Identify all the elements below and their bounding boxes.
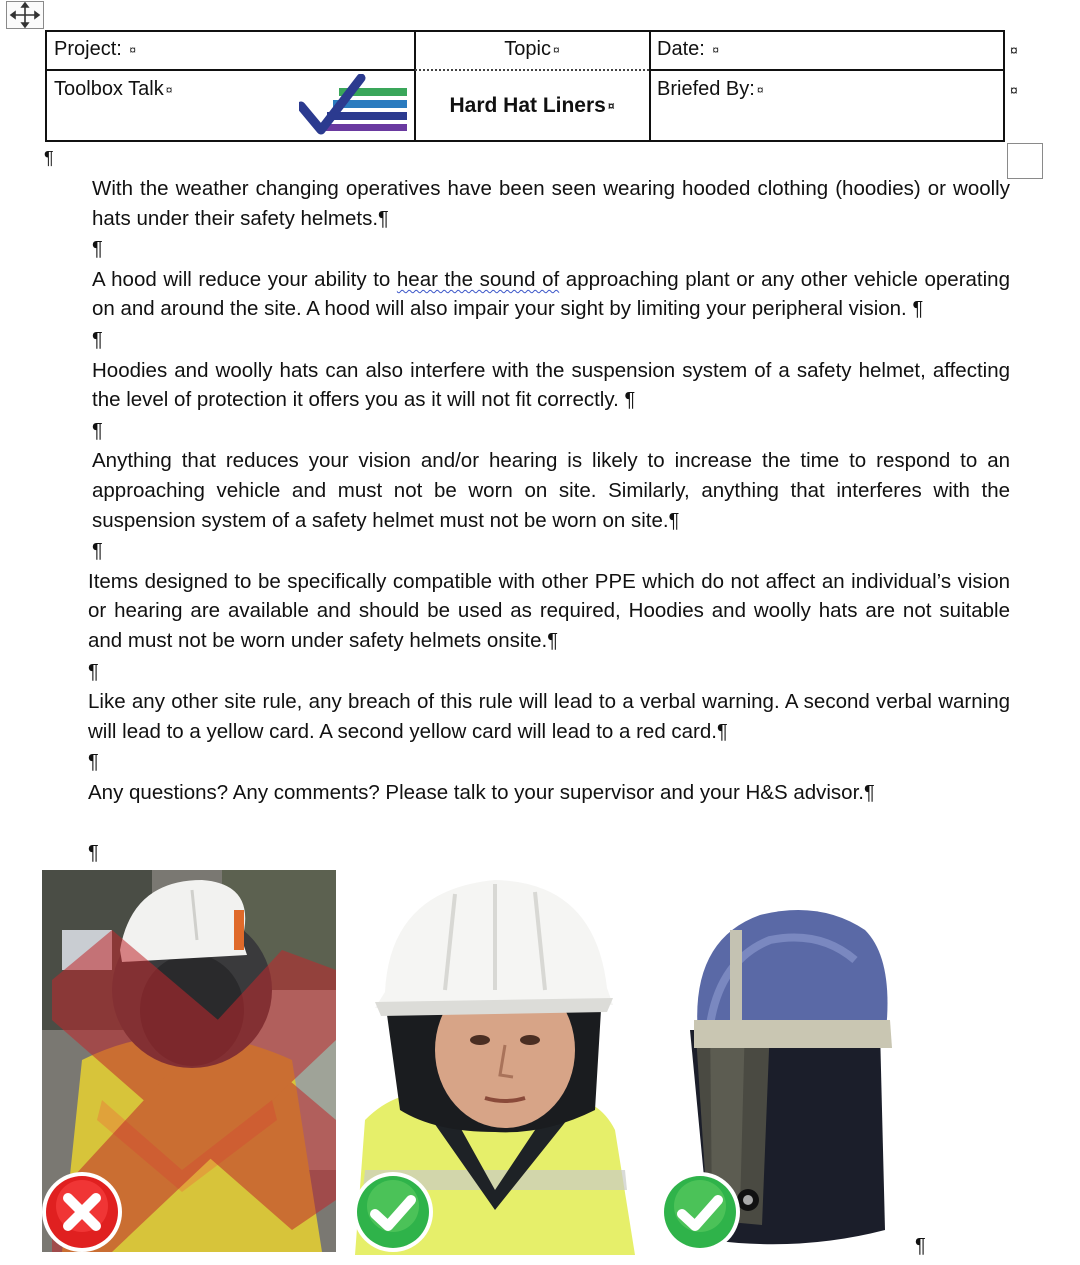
paragraph (92, 174, 1010, 234)
incorrect-badge (46, 1176, 118, 1248)
topic-cell[interactable] (415, 37, 649, 62)
briefed-by-cell[interactable] (657, 77, 764, 102)
cell-end-mark: ¤ (712, 42, 720, 57)
empty-paragraph (88, 747, 1010, 778)
paragraph (88, 687, 1010, 747)
paragraph-text: Hoodies and woolly hats can also interfere with the suspension system of a safety helmet, affecting the level of protection it offers you as it will not fit correctly. (92, 358, 1010, 412)
paragraph-mark: ¶ (92, 540, 103, 563)
empty-paragraph (92, 325, 1010, 356)
paragraph-mark: ¶ (378, 207, 389, 230)
paragraph-mark: ¶ (44, 148, 54, 168)
cell-end-mark: ¤ (756, 82, 764, 97)
cell-end-mark: ¤ (129, 42, 137, 57)
paragraph (92, 446, 1010, 536)
empty-paragraph (88, 657, 1010, 688)
cross-icon (46, 1176, 118, 1248)
paragraph-text: Anything that reduces your vision and/or hearing is likely to increase the time to respond to an approaching vehicle and must not be worn on site. Similarly, anything that interferes with the suspension system of a safety helmet must not be worn on site. (92, 449, 1010, 532)
paragraph-text: Like any other site rule, any breach of this rule will lead to a verbal warning. A second verbal warning will lead to a yellow card. A second yellow card will lead to a red card. (88, 690, 1010, 743)
paragraph-text: Items designed to be specifically compatible with other PPE which do not affect an individual’s vision or hearing are available and should be used as required, Hoodies and woolly hats are not suitable and must not be worn under safety helmets onsite. (88, 569, 1010, 652)
table-resize-handle[interactable] (1007, 143, 1043, 179)
table-divider (649, 32, 651, 140)
paragraph-mark: ¶ (88, 842, 99, 864)
body-text[interactable] (88, 174, 1010, 808)
correct-badge (357, 1176, 429, 1248)
row-end-mark: ¤ (1010, 42, 1018, 58)
hoodie-under-helmet-photo (42, 870, 336, 1252)
checkmark-icon (357, 1176, 429, 1248)
date-cell[interactable] (657, 37, 719, 62)
table-move-handle[interactable] (6, 1, 44, 29)
paragraph-mark: ¶ (92, 238, 103, 261)
topic-value-cell[interactable] (415, 94, 649, 118)
briefed-by-label: Briefed By: (657, 78, 755, 100)
paragraph (92, 265, 1010, 325)
header-table (45, 30, 1005, 142)
row-end-mark: ¤ (1010, 82, 1018, 98)
hard-hat-liner-photo (650, 870, 940, 1255)
paragraph-mark: ¶ (915, 1235, 926, 1257)
helmet-with-liner-photo (345, 870, 645, 1255)
company-logo-icon (299, 74, 411, 136)
paragraph-text: A hood will reduce your ability to (92, 267, 397, 291)
paragraph-mark: ¶ (716, 720, 728, 743)
project-cell[interactable] (54, 37, 136, 62)
cell-end-mark: ¤ (553, 42, 560, 57)
paragraph-mark: ¶ (92, 419, 103, 442)
checkmark-icon (664, 1176, 736, 1248)
empty-paragraph (92, 536, 1010, 567)
paragraph-mark: ¶ (92, 328, 103, 351)
topic-value: Hard Hat Liners (449, 94, 606, 117)
grammar-flagged-text[interactable]: hear the sound of (396, 267, 560, 291)
paragraph-mark: ¶ (668, 509, 680, 532)
paragraph-mark: ¶ (912, 298, 924, 321)
topic-dotted-divider (415, 69, 649, 71)
empty-paragraph (92, 416, 1010, 447)
paragraph-mark: ¶ (624, 389, 636, 412)
empty-paragraph (92, 234, 1010, 265)
cell-end-mark: ¤ (165, 82, 173, 97)
paragraph-mark: ¶ (863, 781, 875, 804)
date-label: Date: (657, 38, 711, 60)
topic-label: Topic (504, 38, 551, 60)
paragraph-text: Any questions? Any comments? Please talk to your supervisor and your H&S advisor. (88, 780, 864, 804)
toolbox-label: Toolbox Talk (54, 78, 164, 100)
table-divider (649, 69, 1005, 71)
paragraph-mark: ¶ (88, 660, 99, 683)
paragraph-mark: ¶ (547, 629, 558, 652)
paragraph-text: With the weather changing operatives have been seen wearing hooded clothing (hoodies) or woolly hats under their safety helmets. (92, 177, 1010, 230)
paragraph (88, 778, 1010, 809)
paragraph-text: approaching plant or any other vehicle operating on and around the site. A hood will also impair your sight by limiting your peripheral vision. (92, 267, 1010, 321)
paragraph-mark: ¶ (88, 751, 99, 774)
correct-badge (664, 1176, 736, 1248)
paragraph (88, 567, 1010, 657)
paragraph (92, 356, 1010, 416)
table-divider (47, 69, 414, 71)
project-label: Project: (54, 38, 128, 60)
toolbox-cell[interactable] (54, 77, 172, 102)
move-arrows-icon (7, 2, 43, 28)
cell-end-mark: ¤ (607, 99, 615, 114)
